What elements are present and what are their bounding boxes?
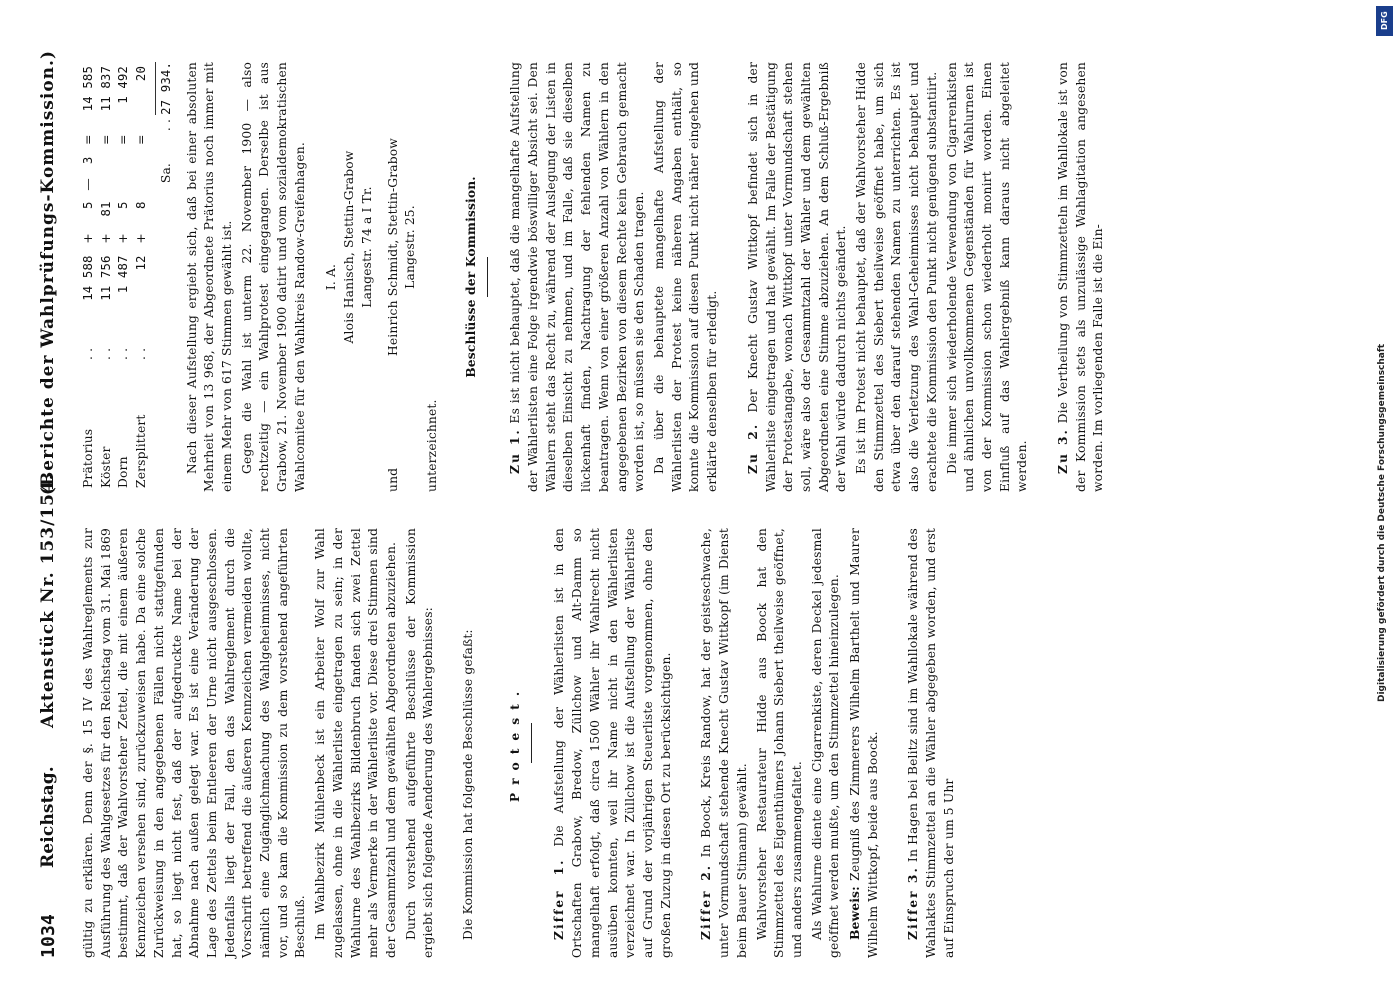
paragraph: gültig zu erklären. Denn der §. 15 IV des Wahlreglements zur Ausführung des Wahlgesetzes für den Reichstag vom 31. Mai 1869 bestimmt, daß der Wahlvorsteher Zettel, die mit einem äußeren Kennzeichen versehen sind, zurückzuweisen habe. Da eine solche Zurückweisung in den angegebenen Fällen nicht stattgefunden hat, so liegt nicht fest, daß der aufgedruckte Name bei der Abnahme nach außen gelegt war. Es ist eine Veränderung der Lage des Zettels beim Entleeren der Urne nicht ausgeschlossen. Jedenfalls liegt der Fall, den das Wahlreglement durch die Vorschrift betreffend die äußeren Kennzeichen vermeiden wollte, nämlich eine Zugänglichmachung des Wahlgeheimnisses, nicht vor, und so kam die Kommission zu dem vorstehend angeführten Beschluß. bbox=[81, 528, 308, 958]
signature-name-1: Alois Hanisch, Stettin-Grabow bbox=[342, 150, 357, 344]
vote-row bbox=[98, 62, 116, 492]
left-column bbox=[80, 528, 961, 958]
section-heading: Beschlüsse der Kommission. bbox=[462, 176, 478, 378]
equals: = bbox=[98, 134, 113, 145]
votes-deduct bbox=[133, 153, 151, 172]
dfg-logo: DFG bbox=[1376, 6, 1393, 36]
scanned-page bbox=[16, 20, 1356, 980]
paragraph-zu-3 bbox=[1054, 62, 1108, 492]
operator: — bbox=[81, 178, 95, 191]
votes-result: 20 bbox=[134, 66, 149, 82]
paragraph: Durch vorstehend aufgeführte Beschlüsse der Kommission ergiebt sich folgende Aenderung des Wahlergebnisses: bbox=[403, 528, 436, 958]
zu-label: Zu 1. bbox=[507, 428, 523, 474]
paragraph-ziffer-3 bbox=[904, 528, 958, 958]
ziffer-label: Ziffer 1. bbox=[551, 858, 567, 940]
paragraph: Als Wahlurne diente eine Cigarrenkiste, deren Deckel jedesmal geöffnet werden mußte, um den Stimmzettel hineinzulegen. bbox=[809, 528, 842, 958]
ziffer-text: In Boock, Kreis Randow, hat der geisteschwache, unter Vormundschaft stehende Knecht Gustav Wittkopf (im Dienst beim Bauer Stimann) gewählt. bbox=[699, 527, 749, 958]
operator: + bbox=[81, 233, 95, 244]
paragraph: Da über die behauptete mangelhafte Aufstellung der Wählerlisten der Protest keine näheren Angaben enthält, so konnte die Kommission auf diesen Punkt nicht näher eingehen und erklärte denselben für erledigt. bbox=[651, 62, 720, 492]
leader-dots: . . bbox=[81, 347, 95, 360]
signature-block bbox=[323, 62, 441, 492]
paragraph-ziffer-1 bbox=[550, 528, 675, 958]
votes-original: 11 756 bbox=[98, 255, 113, 301]
vote-table bbox=[80, 62, 151, 492]
section-title: (Berichte der Wahlprüfungs-Kommission.) bbox=[38, 50, 58, 496]
zu-text: Die Vertheilung von Stimmzetteln im Wahllokale ist von der Kommission stets als unzulässige Wahlagitation angesehen worden. Im vorliegenden Falle ist die Ein- bbox=[1056, 62, 1106, 492]
right-column bbox=[80, 62, 1110, 492]
paragraph: Es ist im Protest nicht behauptet, daß der Wahlvorsteher Hidde den Stimmzettel des Siebert theilweise geöffnet habe, um sich etwa über den darauf stehenden Namen zu unterrichten. Es ist also die Verletzung des Wahl-Geheimnisses nicht behauptet und erachtete die Kommission den Punkt nicht genügend substantiirt. bbox=[854, 62, 939, 492]
signature-unterzeichnet: unterzeichnet. bbox=[424, 399, 439, 492]
votes-adjust: 8 bbox=[134, 201, 149, 209]
beweis-text: Zeugniß des Zimmerers Wilhelm Barthelt und Maurer Wilhelm Wittkopf, beide aus Boock. bbox=[848, 528, 880, 958]
votes-deduct bbox=[98, 153, 116, 172]
votes-original: 1 487 bbox=[116, 255, 131, 294]
paragraph: Gegen die Wahl ist unterm 22. November 1900 — also rechtzeitig — ein Wahlprotest eingegangen. Derselbe ist aus Grabow, 21. November 1900 datirt und vom sozialdemokratischen Wahlcomitee für den Wahlkreis Randow-Greifenhagen. bbox=[239, 62, 307, 492]
ziffer-label: Ziffer 3. bbox=[905, 866, 921, 940]
votes-result: 14 585 bbox=[81, 66, 95, 112]
ziffer-text: Die Aufstellung der Wählerlisten ist in den Ortschaften Grabow, Bredow, Züllchow und Alt-Damm so mangelhaft erfolgt, daß circa 1500 Wähler ihr Wahlrecht nicht ausüben konnten, weil ihr Name nicht in den Wählerlisten verzeichnet war. In Züllchow ist die Aufstellung der Wählerliste auf Grund der vorjährigen Steuerliste vorgenommen, ohne den großen Zuzug in diesen Ort zu berücksichtigen. bbox=[552, 528, 673, 958]
ziffer-label: Ziffer 2. bbox=[698, 863, 714, 940]
votes-result: 1 492 bbox=[116, 66, 131, 104]
candidate-name: Zersplittert bbox=[134, 414, 149, 488]
signature-address-2: Langestr. 25. bbox=[403, 205, 418, 289]
divider bbox=[531, 723, 532, 763]
equals: = bbox=[81, 134, 95, 145]
leader-dots: . . bbox=[134, 347, 149, 360]
zu-text: Es ist nicht behauptet, daß die mangelhafte Aufstellung der Wählerlisten eine Folge irgendwie böswilliger Absicht sei. Den Wählern steht das Recht zu, während der Auslegung der Listen in dieselben Einsicht zu nehmen, und im Falle, daß sie dieselben lückenhaft finden, Nachtragung der fehlenden Namen zu beantragen. Wenn von einer größeren Anzahl von Wählern in den angegebenen Bezirken von diesem Rechte kein Gebrauch gemacht worden ist, so müssen sie den Schaden tragen. bbox=[508, 62, 647, 492]
vote-sum: Sa. . . 27 934. bbox=[155, 62, 176, 492]
candidate-name: Dorn bbox=[116, 456, 131, 488]
operator bbox=[115, 171, 133, 197]
paragraph-ziffer-2 bbox=[697, 528, 751, 958]
paragraph-beweis bbox=[846, 528, 882, 958]
paragraph: Die Kommission hat folgende Beschlüsse gefaßt: bbox=[461, 629, 476, 940]
page-number: 1034 bbox=[38, 914, 59, 958]
running-title: Reichstag. bbox=[38, 766, 58, 868]
paragraph: Die immer sich wiederholende Verwendung von Cigarrenkisten und ähnlichen unvollkommenen Gegenständen für Wahlurnen ist von der Kommission schon wiederholt monirt worden. Einen Einfluß auf das Wahlergebniß kann daraus nicht abgeleitet werden. bbox=[944, 62, 1030, 492]
equals: = bbox=[116, 134, 131, 145]
votes-adjust: 81 bbox=[98, 201, 113, 217]
zu-label: Zu 3. bbox=[1055, 428, 1071, 474]
zu-text: Der Knecht Gustav Wittkopf befindet sich in der Wählerliste eingetragen und hat gewählt. Im Falle der Bestätigung der Protestangabe, wonach Wittkopf unter Vormundschaft stehen soll, wäre also der Gesammtzahl der Wähler und dem gewählten Abgeordneten eine Stimme abzuziehen. An dem Schluß-Ergebniß der Wahl würde dadurch nichts geändert. bbox=[745, 61, 849, 492]
votes-deduct: 3 bbox=[81, 156, 95, 165]
ziffer-text: In Hagen bei Belitz sind im Wahllokale während des Wahlaktes Stimmzettel an die Wähler abgegeben worden, und erst auf Einspruch der um 5 Uhr bbox=[906, 527, 956, 958]
leader-dots: . . bbox=[98, 347, 113, 360]
paragraph: Nach dieser Aufstellung ergiebt sich, daß bei einer absoluten Mehrheit von 13 968, der Abgeordnete Prätorius noch immer mit einem Mehr von 617 Stimmen gewählt ist. bbox=[184, 62, 234, 492]
votes-adjust: 5 bbox=[81, 201, 95, 209]
paragraph: Wahlvorsteher Restaurateur Hidde aus Boock hat den Stimmzettel des Eigenthümers Johann Siebert theilweise geöffnet, und anders zusammengefaltet. bbox=[754, 528, 804, 958]
operator: + bbox=[98, 233, 113, 244]
beweis-label: Beweis: bbox=[847, 886, 863, 940]
signature-name-2: Heinrich Schmidt, Stettin-Grabow bbox=[385, 138, 400, 357]
votes-deduct bbox=[115, 153, 133, 172]
divider bbox=[487, 257, 488, 297]
operator: + bbox=[134, 233, 149, 244]
vote-row bbox=[115, 62, 133, 492]
votes-result: 11 837 bbox=[98, 66, 113, 112]
page-header bbox=[36, 50, 70, 958]
votes-original: 14 588 bbox=[81, 255, 95, 301]
paragraph-zu-2 bbox=[744, 62, 851, 492]
operator: + bbox=[116, 233, 131, 244]
paragraph: Im Wahlbezirk Mühlenbeck ist ein Arbeiter Wolf zur Wahl zugelassen, ohne in die Wählerliste eingetragen zu sein; in der Wahlurne des Wahlbezirks Bildenbruch fanden sich zwei Zettel mehr als Vermerke in der Wählerliste vor. Diese drei Stimmen sind der Gesammtzahl und dem gewählten Abgeordneten abzuziehen. bbox=[313, 528, 398, 958]
equals: = bbox=[134, 134, 149, 145]
vote-row bbox=[80, 62, 98, 492]
operator bbox=[98, 171, 116, 197]
watermark-text: Digitalisierung gefördert durch die Deutsche Forschungsgemeinschaft bbox=[1377, 343, 1387, 702]
votes-original: 12 bbox=[134, 255, 149, 271]
candidate-name: Prätorius bbox=[81, 428, 95, 488]
protest-heading: Protest. bbox=[506, 683, 522, 803]
signature-ia: I. A. bbox=[324, 263, 339, 291]
signature-address-1: Langestr. 74 a I Tr. bbox=[359, 186, 374, 308]
vote-row bbox=[133, 62, 151, 492]
candidate-name: Köster bbox=[98, 446, 113, 488]
leader-dots: . . bbox=[116, 347, 131, 360]
document-number: Aktenstück Nr. 153/154. bbox=[38, 473, 58, 728]
operator bbox=[133, 171, 151, 197]
paragraph-zu-1 bbox=[506, 62, 649, 492]
votes-adjust: 5 bbox=[116, 201, 131, 209]
zu-label: Zu 2. bbox=[744, 422, 760, 474]
sum-value: 27 934. bbox=[155, 62, 176, 115]
signature-und: und bbox=[385, 467, 400, 492]
sum-label: Sa. bbox=[158, 163, 173, 184]
dfg-watermark bbox=[1373, 2, 1395, 992]
